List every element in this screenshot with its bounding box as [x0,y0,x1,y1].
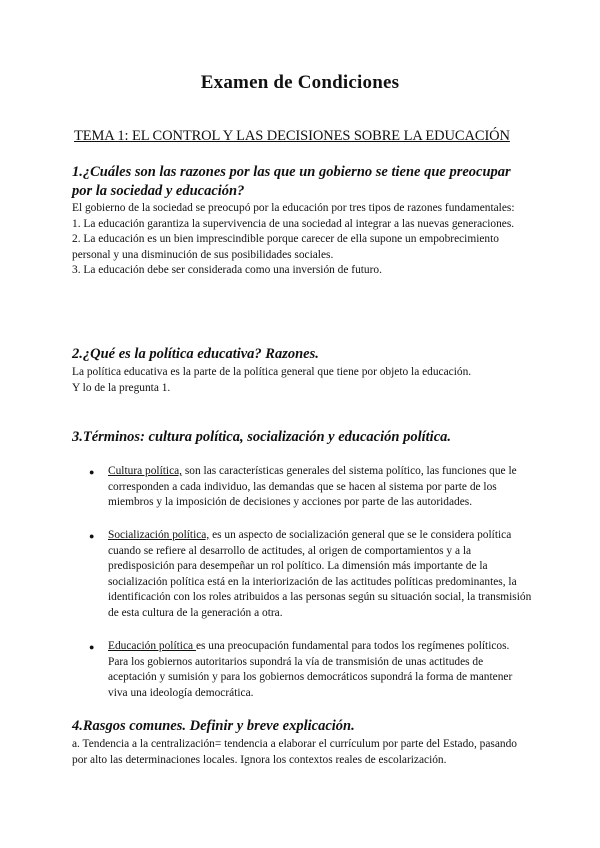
question-1-item-3: 3. La educación debe ser considerada como una inversión de futuro. [72,264,382,276]
question-4-heading: 4.Rasgos comunes. Definir y breve explicación. [72,718,355,734]
question-1-intro: El gobierno de la sociedad se preocupó por la educación por tres tipos de razones fundamentales: [72,202,515,214]
term-label: Cultura política, [108,465,183,477]
list-item [72,639,532,701]
terms-list [72,528,532,621]
question-4-answer: a. Tendencia a la centralización= tendencia a elaborar el currículum por parte del Estado, pasando por alto las determinaciones locales. Ignora los contextos reales de escolarización. [72,738,518,766]
term-definition: es un aspecto de socialización general que se le considera política cuando se refiere al desarrollo de actitudes, al origen de comportamientos y a la predisposición para desempeñar un rol político. La dimensión más importante de la socialización política está en la interiorización de las actitudes políticas predominantes, la identificación con los roles atribuidos a las personas según su situación social, la transmisión de esta cultura de la generación a otra. [108,529,532,619]
list-item [72,528,532,621]
topic-heading: TEMA 1: EL CONTROL Y LAS DECISIONES SOBRE LA EDUCACIÓN [74,128,510,144]
term-definition: es una preocupación fundamental para todos los regímenes políticos. Para los gobiernos autoritarios supondrá la vía de transmisión de unas actitudes de aceptación y sumisión y para los gobiernos democráticos supondrá la forma de mantener viva una ideología democrática. [108,640,513,699]
terms-list [72,464,532,511]
question-2-answer [72,365,522,396]
term-label: Socialización política, [108,529,210,541]
list-item [72,464,532,511]
terms-list [72,639,532,701]
term-definition: son las características generales del sistema político, las funciones que le corresponden a cada individuo, las demandas que se hacen al sistema por parte de los miembros y la imposición de decisiones y acciones por parte de las autoridades. [108,465,517,508]
term-label: Educación política [108,640,196,652]
question-2-line-1: La política educativa es la parte de la política general que tiene por objeto la educación. [72,366,472,378]
question-1-answer [72,201,522,279]
bullet-icon: ● [89,467,95,477]
bullet-icon: ● [89,531,95,541]
question-1-item-2: 2. La educación es un bien imprescindible porque carecer de ella supone un empobrecimiento personal y una disminución de sus posibilidades sociales. [72,233,499,261]
bullet-icon: ● [89,642,95,652]
question-1-heading: 1.¿Cuáles son las razones por las que un gobierno se tiene que preocupar por la sociedad y educación? [72,164,511,199]
question-1-item-1: 1. La educación garantiza la supervivencia de una sociedad al integrar a las nuevas generaciones. [72,217,515,230]
question-3-heading: 3.Términos: cultura política, socialización y educación política. [72,429,452,445]
document-title: Examen de Condiciones [200,72,400,93]
question-2-line-2: Y lo de la pregunta 1. [72,381,171,394]
question-2-heading: 2.¿Qué es la política educativa? Razones. [72,346,319,362]
